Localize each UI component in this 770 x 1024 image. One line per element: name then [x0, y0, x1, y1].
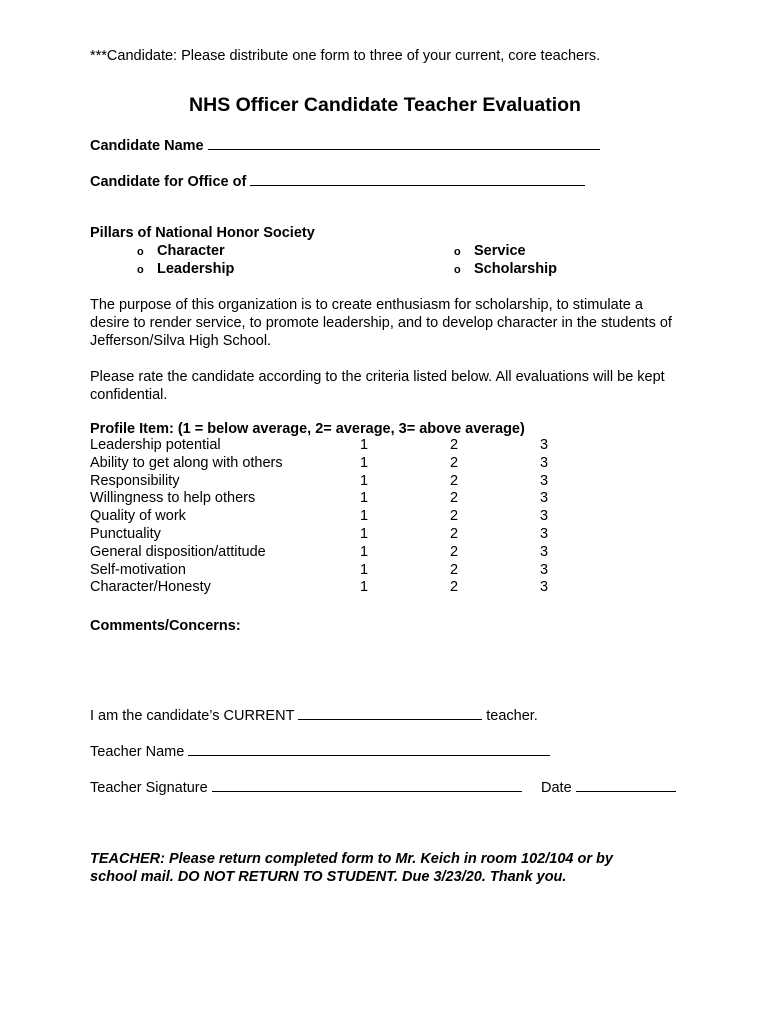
return-instructions: TEACHER: Please return completed form to Mr. Keich in room 102/104 or by school mail. DO NOT RETURN TO STUDENT. Due 3/23/20. Thank you.: [90, 851, 613, 885]
pillar-item-leadership: [137, 261, 234, 277]
teacher-name-label: Teacher Name: [90, 744, 185, 760]
rating-option-1[interactable]: 1: [360, 543, 369, 560]
purpose-paragraph: The purpose of this organization is to create enthusiasm for scholarship, to stimulate a desire to render service, to promote leadership, and to develop character in the students of Jefferson/Silva High School.: [90, 297, 672, 349]
rating-row: [90, 544, 560, 562]
rating-instructions: Please rate the candidate according to the criteria listed below. All evaluations will be kept confidential.: [90, 369, 665, 403]
rating-option-1[interactable]: 1: [360, 525, 369, 542]
rating-option-2[interactable]: 2: [450, 472, 459, 489]
rating-option-1[interactable]: 1: [360, 579, 369, 596]
rating-row: [90, 526, 560, 544]
rating-item-label: Ability to get along with others: [90, 454, 283, 471]
rating-item-label: General disposition/attitude: [90, 543, 266, 560]
rating-option-3[interactable]: 3: [540, 543, 549, 560]
teacher-signature-field: [90, 778, 522, 796]
rating-option-2[interactable]: 2: [450, 454, 459, 471]
ratings-table: [90, 437, 560, 597]
candidate-office-line[interactable]: [250, 172, 585, 186]
rating-item-label: Responsibility: [90, 472, 180, 489]
rating-item-label: Character/Honesty: [90, 579, 211, 596]
pillar-label: Character: [157, 243, 225, 259]
rating-item-label: Leadership potential: [90, 437, 221, 453]
rating-option-1[interactable]: 1: [360, 472, 369, 489]
rating-option-2[interactable]: 2: [450, 579, 459, 596]
rating-option-1[interactable]: 1: [360, 490, 369, 507]
pillar-label: Service: [474, 243, 526, 259]
rating-row: [90, 473, 560, 491]
candidate-office-label: Candidate for Office of: [90, 174, 247, 190]
page-title: NHS Officer Candidate Teacher Evaluation: [189, 94, 581, 116]
rating-item-label: Willingness to help others: [90, 490, 256, 507]
bullet-icon: o: [137, 264, 144, 276]
date-line[interactable]: [576, 778, 676, 792]
pillars-heading: Pillars of National Honor Society: [90, 225, 315, 241]
current-teacher-suffix: teacher.: [486, 708, 538, 724]
rating-option-3[interactable]: 3: [540, 508, 549, 525]
rating-option-2[interactable]: 2: [450, 437, 459, 453]
date-label: Date: [541, 780, 572, 796]
pillar-label: Leadership: [157, 261, 235, 277]
rating-option-2[interactable]: 2: [450, 543, 459, 560]
rating-item-label: Self-motivation: [90, 561, 186, 578]
rating-option-3[interactable]: 3: [540, 472, 549, 489]
candidate-name-label: Candidate Name: [90, 138, 204, 154]
rating-item-label: Quality of work: [90, 508, 186, 525]
rating-row: [90, 437, 560, 455]
rating-option-3[interactable]: 3: [540, 490, 549, 507]
date-field: [541, 778, 676, 796]
rating-option-2[interactable]: 2: [450, 561, 459, 578]
pillar-item-scholarship: [454, 261, 557, 277]
teacher-signature-label: Teacher Signature: [90, 780, 208, 796]
candidate-name-field: [90, 136, 600, 154]
teacher-name-line[interactable]: [188, 742, 550, 756]
rating-option-3[interactable]: 3: [540, 454, 549, 471]
comments-label: Comments/Concerns:: [90, 618, 241, 634]
bullet-icon: o: [454, 246, 461, 258]
rating-row: [90, 562, 560, 580]
rating-row: [90, 490, 560, 508]
rating-option-3[interactable]: 3: [540, 525, 549, 542]
rating-option-1[interactable]: 1: [360, 508, 369, 525]
pillar-label: Scholarship: [474, 261, 557, 277]
bullet-icon: o: [137, 246, 144, 258]
rating-option-2[interactable]: 2: [450, 490, 459, 507]
rating-option-3[interactable]: 3: [540, 437, 549, 453]
rating-option-3[interactable]: 3: [540, 579, 549, 596]
rating-row: [90, 508, 560, 526]
candidate-office-field: [90, 172, 585, 190]
rating-option-2[interactable]: 2: [450, 525, 459, 542]
rating-item-label: Punctuality: [90, 525, 161, 542]
rating-option-1[interactable]: 1: [360, 561, 369, 578]
top-instructions: ***Candidate: Please distribute one form to three of your current, core teachers.: [90, 48, 601, 64]
pillar-item-character: [137, 243, 225, 259]
rating-row: [90, 579, 560, 597]
subject-line[interactable]: [298, 706, 482, 720]
rating-row: [90, 455, 560, 473]
rating-option-1[interactable]: 1: [360, 454, 369, 471]
candidate-name-line[interactable]: [208, 136, 600, 150]
pillar-item-service: [454, 243, 526, 259]
rating-option-2[interactable]: 2: [450, 508, 459, 525]
rating-option-1[interactable]: 1: [360, 437, 369, 453]
current-teacher-field: [90, 706, 538, 724]
profile-heading: Profile Item: (1 = below average, 2= average, 3= above average): [90, 421, 525, 437]
teacher-name-field: [90, 742, 550, 760]
rating-option-3[interactable]: 3: [540, 561, 549, 578]
bullet-icon: o: [454, 264, 461, 276]
current-teacher-prefix: I am the candidate’s CURRENT: [90, 708, 295, 724]
teacher-signature-line[interactable]: [212, 778, 522, 792]
